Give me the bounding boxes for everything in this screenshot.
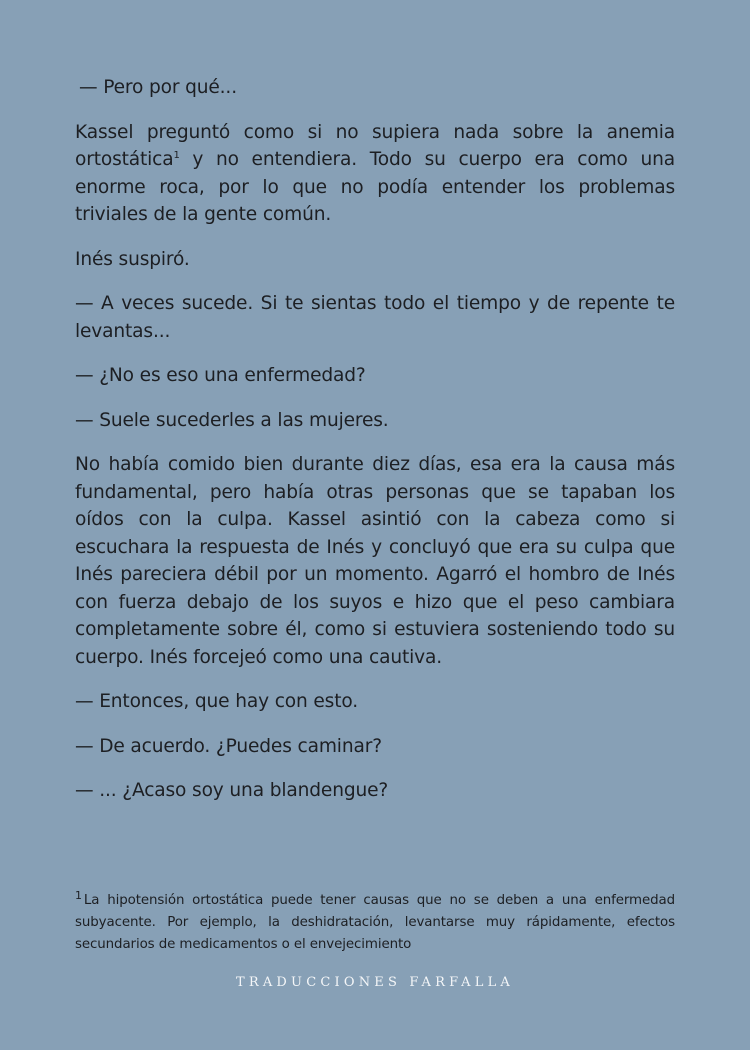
paragraph-10: — ... ¿Acaso soy una blandengue? — [75, 780, 389, 801]
footnote — [75, 890, 675, 956]
paragraph-5: — ¿No es eso una enfermedad? — [75, 365, 366, 386]
page-body — [75, 74, 675, 822]
paragraph-7: No había comido bien durante diez días, esa era la causa más fundamental, pero había otras personas que se tapaban los oídos con la culpa. Kassel asintió con la cabeza como si escuchara la respuesta de Inés y concluyó que era su culpa que Inés pareciera débil por un momento. Agarró el hombro de Inés con fuerza debajo de los suyos e hizo que el peso cambiara completamente sobre él, como si estuviera sosteniendo todo su cuerpo. Inés forcejeó como una cautiva. — [75, 454, 675, 668]
paragraph-2 — [75, 119, 675, 229]
footnote-mark: 1 — [75, 888, 82, 902]
footnote-reference: 1 — [173, 149, 180, 161]
page-footer: TRADUCCIONES FARFALLA — [235, 975, 514, 990]
paragraph-2-end: y no entendiera. Todo su cuerpo era como una enorme roca, por lo que no podía entender los problemas triviales de la gente común. — [75, 149, 675, 225]
footnote-text: La hipotensión ortostática puede tener causas que no se deben a una enfermedad subyacente. Por ejemplo, la deshidratación, levantarse muy rápidamente, efectos secundarios de medicamentos o el envejecimiento — [75, 893, 675, 952]
paragraph-6: — Suele sucederles a las mujeres. — [75, 409, 389, 431]
paragraph-1: — Pero por qué... — [79, 77, 237, 98]
paragraph-8: — Entonces, que hay con esto. — [75, 691, 359, 712]
paragraph-2-start: Kassel preguntó como si no supiera nada sobre la anemia ortostática — [75, 121, 675, 170]
paragraph-9: — De acuerdo. ¿Puedes caminar? — [75, 735, 382, 757]
paragraph-4: — A veces sucede. Si te sientas todo el tiempo y de repente te levantas... — [75, 293, 675, 342]
paragraph-3: Inés suspiró. — [75, 248, 190, 270]
